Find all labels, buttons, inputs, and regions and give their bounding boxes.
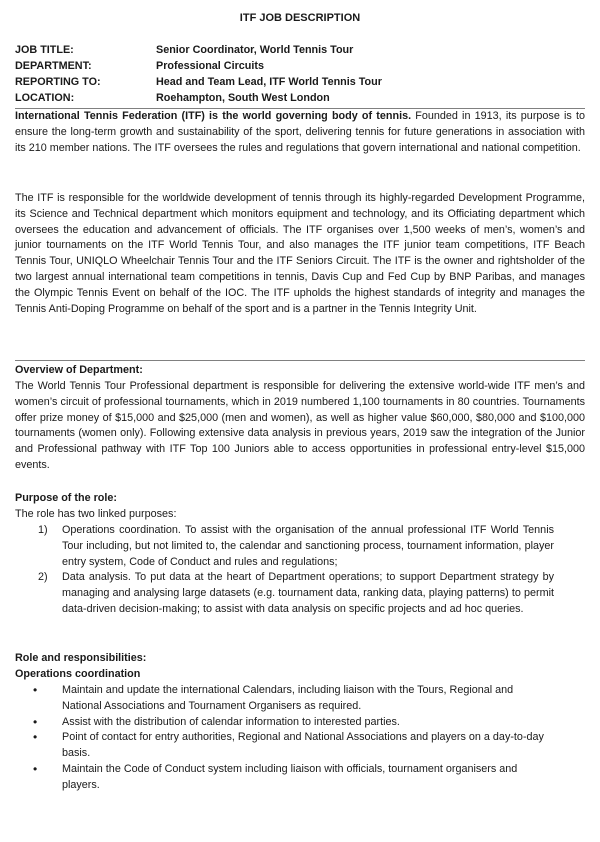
roles-heading: Role and responsibilities:: [15, 652, 147, 664]
meta-row-reporting-to: [15, 74, 585, 90]
list-number: 1): [38, 524, 48, 536]
operations-subheading: Operations coordination: [15, 668, 141, 680]
meta-row-job-title: [15, 42, 585, 58]
list-text: Maintain and update the international Calendars, including liaison with the Tours, Regional and National Associations and Tournament Organisers as required.: [62, 684, 514, 712]
meta-label: LOCATION:: [15, 92, 75, 104]
overview-heading: Overview of Department:: [15, 364, 143, 376]
responsibilities-list: [33, 683, 555, 794]
list-item: [33, 730, 555, 762]
divider: [15, 360, 585, 361]
list-text: Maintain the Code of Conduct system including liaison with officials, tournament organisers and players.: [62, 762, 518, 791]
intro-rest: Founded in 1913, its purpose is to ensure the long-term growth and sustainability of the sport, delivering tennis for future generations in association with its 210 member nations. The ITF oversees the rules and regulations that govern international and national competition.: [15, 110, 585, 154]
list-item: [38, 570, 554, 617]
list-text: Point of contact for entry authorities, Regional and National Associations and players on a day-to-day basis.: [62, 731, 544, 760]
bullet-icon: •: [33, 683, 38, 697]
meta-label: DEPARTMENT:: [15, 60, 92, 72]
meta-value: Roehampton, South West London: [156, 92, 330, 104]
job-meta: [15, 42, 585, 106]
itf-responsibility-paragraph: The ITF is responsible for the worldwide development of tennis through its highly-regarded Development Programme, its Science and Technical department which monitors equipment and technology, and its Officiating department which oversees the education and advancement of officials. The ITF organises over 1,500 weeks of men’s, women’s and junior tournaments on the ITF World Tennis Tour, and also manages the ITF junior team competitions, ITF Beach Tennis Tour, UNIQLO Wheelchair Tennis Tour and the ITF Seniors Circuit. The ITF is the owner and rightsholder of the two largest annual international team competitions in tennis, Davis Cup and Fed Cup by BNP Paribas, and manages the Olympic Tennis Event on behalf of the IOC. The ITF upholds the highest standards of integrity and manages the Tennis Anti-Doping Programme on behalf of the sport and is a partner in the Tennis Integrity Unit.: [15, 192, 585, 315]
purpose-heading: Purpose of the role:: [15, 492, 117, 504]
list-text: Assist with the distribution of calendar information to interested parties.: [62, 715, 400, 728]
intro-lead: International Tennis Federation (ITF) is the world governing body of tennis.: [15, 110, 412, 122]
bullet-icon: •: [33, 714, 38, 729]
meta-value: Professional Circuits: [156, 60, 265, 72]
meta-label: REPORTING TO:: [15, 76, 101, 88]
bullet-icon: •: [33, 761, 38, 776]
overview-text: The World Tennis Tour Professional department is responsible for delivering the extensive world-wide ITF men’s and women’s circuit of professional tournaments, which in 2019 numbered 1,100 tournaments in 80 countries. Tournaments offer prize money of $15,000 and $25,000 (men and women), as well as higher value $60,000, $80,000 and $100,000 tournaments (women only). Following extensive data analysis in previous years, 2019 saw the integration of the Junior and Professional pathway with ITF Top 100 Juniors able to access opportunities in professional entry-level $15,000 events.: [15, 380, 585, 471]
intro-paragraph: [15, 109, 585, 156]
meta-value: Head and Team Lead, ITF World Tennis Tour: [156, 76, 382, 88]
list-text: Data analysis. To put data at the heart of Department operations; to support Department strategy by managing and analysing large datasets (e.g. tournament data, ranking data, playing patterns) to permit data-driven decision-making; to assist with data analysis on specific projects and ad hoc queries.: [62, 571, 554, 615]
list-item: [33, 683, 555, 715]
purpose-list: [38, 523, 554, 618]
list-item: [33, 762, 555, 794]
list-number: 2): [38, 571, 48, 584]
list-text: Operations coordination. To assist with the organisation of the annual professional ITF World Tennis Tour including, but not limited to, the calendar and sanctioning process, tournament information, player entry system, Code of Conduct and rules and regulations;: [62, 524, 554, 568]
list-item: [38, 523, 554, 570]
meta-row-location: [15, 90, 585, 106]
meta-label: JOB TITLE:: [15, 44, 74, 56]
meta-row-department: [15, 58, 585, 74]
purpose-intro: The role has two linked purposes:: [15, 508, 177, 520]
bullet-icon: •: [33, 730, 38, 745]
meta-value: Senior Coordinator, World Tennis Tour: [156, 44, 354, 56]
list-item: [33, 715, 555, 731]
document-title: ITF JOB DESCRIPTION: [239, 12, 361, 24]
